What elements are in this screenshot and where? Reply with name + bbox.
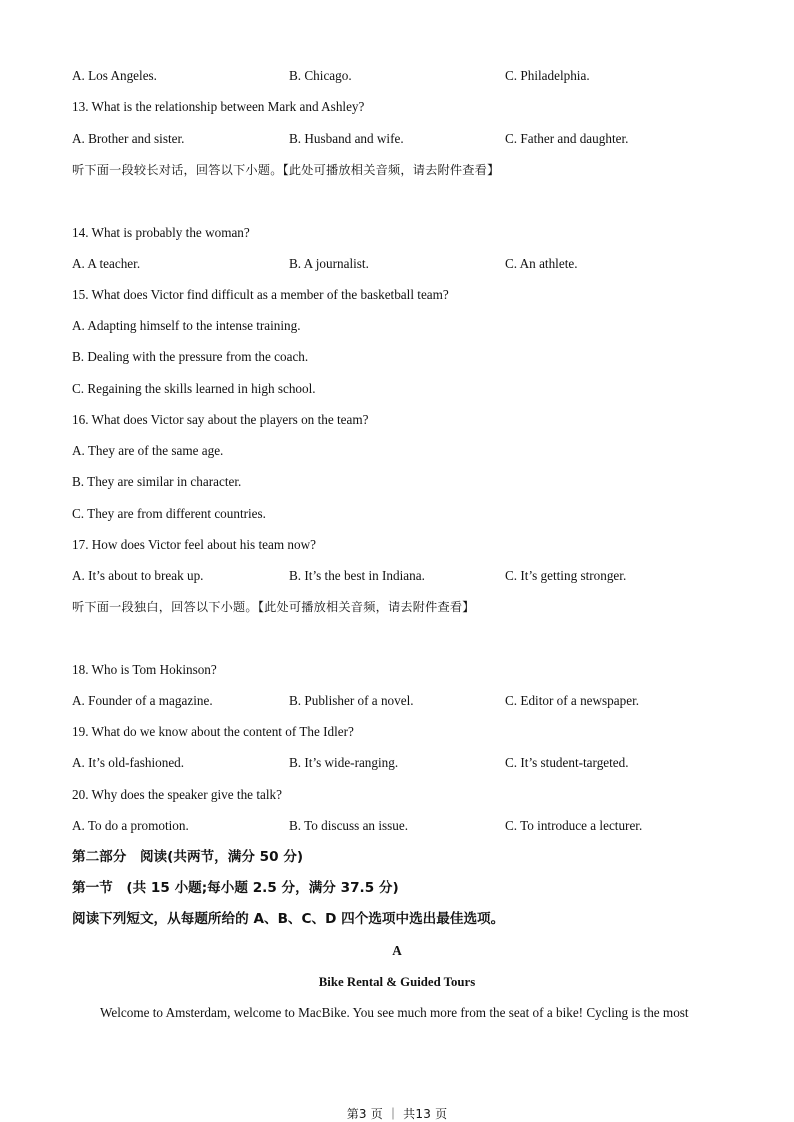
- q18-option-b: B. Publisher of a novel.: [289, 693, 414, 708]
- q17-question: 17. How does Victor feel about his team now?: [72, 537, 316, 552]
- q19-option-a: A. It’s old-fashioned.: [72, 755, 185, 770]
- section1-heading: 第一节 (共 15 小题;每小题 2.5 分，满分 37.5 分): [72, 880, 399, 896]
- q19-option-c: C. It’s student-targeted.: [505, 755, 629, 770]
- q12-option-b: B. Chicago.: [289, 68, 352, 83]
- q14-option-b: B. A journalist.: [289, 256, 369, 271]
- q13-option-b: B. Husband and wife.: [289, 131, 404, 146]
- q12-option-c: C. Philadelphia.: [505, 68, 590, 83]
- q14-question: 14. What is probably the woman?: [72, 225, 250, 240]
- q20-option-c: C. To introduce a lecturer.: [505, 818, 643, 833]
- part2-heading: 第二部分 阅读(共两节，满分 50 分): [72, 849, 304, 865]
- q19-option-b: B. It’s wide-ranging.: [289, 755, 399, 770]
- q18-question: 18. Who is Tom Hokinson?: [72, 662, 217, 677]
- reading-instruction: 阅读下列短文，从每题所给的 A、B、C、D 四个选项中选出最佳选项。: [72, 911, 505, 927]
- q19-question: 19. What do we know about the content of The Idler?: [72, 724, 354, 739]
- q17-option-c: C. It’s getting stronger.: [505, 568, 627, 583]
- q16-option-a: A. They are of the same age.: [72, 443, 224, 458]
- passage-title: Bike Rental & Guided Tours: [318, 975, 476, 989]
- long-dialogue-instruction: 听下面一段较长对话，回答以下小题。【此处可播放相关音频，请去附件查看】: [72, 163, 500, 177]
- q20-option-a: A. To do a promotion.: [72, 818, 189, 833]
- q14-option-a: A. A teacher.: [72, 256, 141, 271]
- passage-first-line: Welcome to Amsterdam, welcome to MacBike. You see much more from the seat of a bike! Cycling is the most: [100, 1005, 689, 1020]
- q15-option-a: A. Adapting himself to the intense training.: [72, 318, 301, 333]
- q20-option-b: B. To discuss an issue.: [289, 818, 408, 833]
- q18-option-c: C. Editor of a newspaper.: [505, 693, 640, 708]
- q16-option-c: C. They are from different countries.: [72, 506, 266, 521]
- q15-question: 15. What does Victor find difficult as a member of the basketball team?: [72, 287, 449, 302]
- q17-option-a: A. It’s about to break up.: [72, 568, 204, 583]
- q17-option-b: B. It’s the best in Indiana.: [289, 568, 425, 583]
- q20-question: 20. Why does the speaker give the talk?: [72, 787, 282, 802]
- q18-option-a: A. Founder of a magazine.: [72, 693, 213, 708]
- q14-option-c: C. An athlete.: [505, 256, 578, 271]
- q15-option-c: C. Regaining the skills learned in high school.: [72, 381, 316, 396]
- q16-question: 16. What does Victor say about the players on the team?: [72, 412, 369, 427]
- q13-option-c: C. Father and daughter.: [505, 131, 629, 146]
- q15-option-b: B. Dealing with the pressure from the coach.: [72, 349, 309, 364]
- page-footer: 第3 页 ｜ 共13 页: [346, 1107, 448, 1121]
- q13-question: 13. What is the relationship between Mark and Ashley?: [72, 99, 365, 114]
- q16-option-b: B. They are similar in character.: [72, 474, 242, 489]
- passage-letter: A: [392, 943, 402, 958]
- q12-option-a: A. Los Angeles.: [72, 68, 157, 83]
- monologue-instruction: 听下面一段独白，回答以下小题。【此处可播放相关音频，请去附件查看】: [72, 600, 475, 614]
- q13-option-a: A. Brother and sister.: [72, 131, 185, 146]
